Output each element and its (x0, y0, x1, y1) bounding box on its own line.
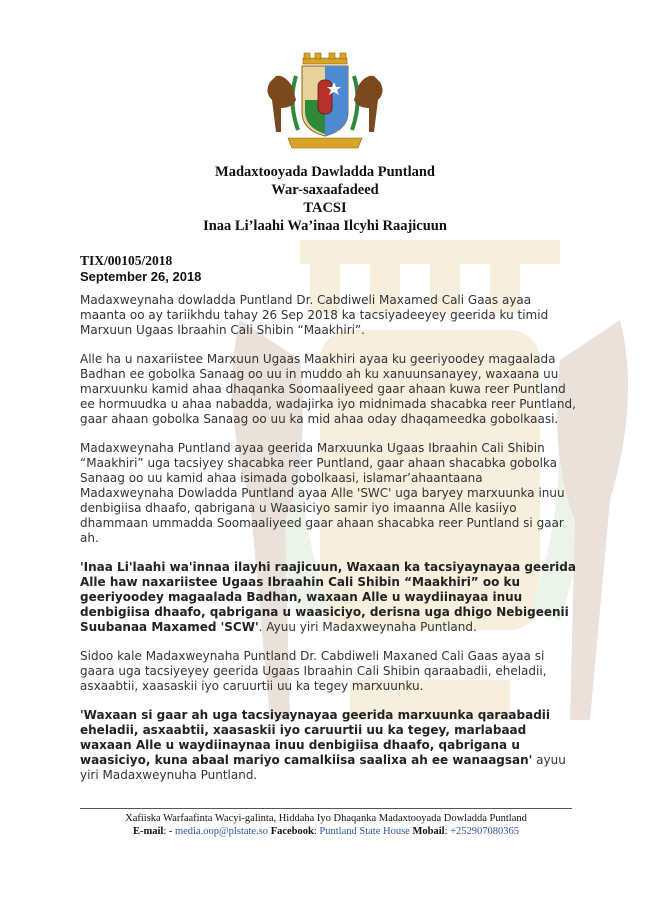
document-body (80, 293, 580, 797)
footer-office-name: Xafiiska Warfaafinta Wacyi-galinta, Hiddaha Iyo Dhaqanka Madaxtooyada Dowladda Puntland (125, 813, 527, 824)
quote-2: 'Waxaan si gaar ah uga tacsiyaynayaa geerida marxuunka qaraabadii eheladii, asxaabtii, xaasaskii iyo caruurtii uu ka tegey, marlabaad waxaan Alle u waydiinaynaa inuu denbigiisa dhaafo, qabrigana u waasiciyo, kuna abaal mariyo camalkiisa saalixa ah ee wanaagsan' (80, 708, 551, 767)
paragraph-5: Sidoo kale Madaxweynaha Puntland Dr. Cabdiweli Maxaned Cali Gaas ayaa si gaara uga tacsiyeyey geerida Ugaas Ibraahin Cali Shibin qaraabadii, eheladii, asxaabtii, xaasaskii iyo caruurtii uu ka tegey marxuunku. (80, 649, 547, 693)
quote-2-attribution: ayuu yiri Madaxweynuha Puntland. (80, 753, 566, 782)
document-meta (80, 253, 201, 285)
header-office-title: Madaxtooyada Dawladda Puntland (215, 164, 435, 180)
email-separator: : - (163, 826, 173, 837)
puntland-coat-of-arms-icon (262, 52, 388, 152)
facebook-link[interactable]: Puntland State House (319, 826, 410, 837)
document-header (0, 163, 650, 235)
facebook-label: Facebook (270, 826, 314, 837)
document-date: September 26, 2018 (80, 269, 202, 284)
mobile-label: Mobail (412, 826, 445, 837)
paragraph-3: Madaxweynaha Puntland ayaa geerida Marxuunka Ugaas Ibraahin Cali Shibin “Maakhiri” uga tacsiyey shacabka reer Puntland, gaar ahaan shacabka gobolka Sanaag oo uu kamid ahaa isimada gobolkaasi, islamar’ahaantaana Madaxweynaha Dowladda Puntland ayaa Alle 'SWC' uga baryey marxuunka inuu denbigiisa dhaafo, qabrigana u Waasiciyo samir iyo imaanna Alle kasiiyo dhammaan ummadda Soomaaliyeed gaar ahaan shacabka reer Puntland si gaar ah. (80, 441, 565, 545)
header-condolence-phrase: Inaa Li’laahi Wa’inaa Ilcyhi Raajicuun (203, 218, 447, 234)
header-subject: TACSI (303, 200, 347, 216)
header-doc-type: War-saxaafadeed (271, 182, 379, 198)
reference-number: TIX/00105/2018 (80, 253, 173, 268)
footer-contacts: E-mail: - media.oop@plstate.so Facebook: Puntland State House Mobail: +252907080365 (132, 826, 520, 837)
paragraph-6 (80, 708, 580, 783)
email-link[interactable]: media.oop@plstate.so (174, 826, 269, 837)
document-footer (80, 812, 572, 838)
quote-1: 'Inaa Li'laahi wa'innaa ilayhi raajicuun, Waxaan ka tacsiyaynayaa geerida Alle haw naxariistee Ugaas Ibraahin Cali Shibin “Maakhiri” oo ku geeriyoodey magaalada Badhan, waxaan Alle u waydiinayaa inuu denbigiisa dhaafo, qabrigana u waasiciyo, derisna uga dhigo Nebigeenii Suubanaa Maxamed 'SCW' (80, 560, 576, 634)
quote-1-attribution: . Ayuu yiri Madaxweynaha Puntland. (258, 620, 477, 634)
paragraph-2: Alle ha u naxariistee Marxuun Ugaas Maakhiri ayaa ku geeriyoodey magaalada Badhan ee gobolka Sanaag oo uu in muddo ah ku xanuunsanayey, waxaana uu marxuunku kamid ahaa dhaqanka Soomaaliyeed gaar ahaan kuwa reer Puntland ee hormuudka u ahaa nabadda, wadajirka iyo midnimada shacabka reer Puntland, gaar ahaan gobolka Sanaag oo uu ka mid ahaa oday dhaqameedka gobolkaasi. (80, 352, 576, 426)
paragraph-1: Madaxweynaha dowladda Puntland Dr. Cabdiweli Maxamed Cali Gaas ayaa maanta oo ay tariikhdu tahay 26 Sep 2018 ka tacsiyadeeyey geerida ku timid Marxuun Ugaas Ibraahin Cali Shibin “Maakhiri”. (80, 293, 549, 337)
mobile-number[interactable]: +252907080365 (450, 826, 520, 837)
footer-divider (80, 808, 572, 809)
email-label: E-mail (132, 826, 164, 837)
paragraph-4 (80, 560, 580, 635)
